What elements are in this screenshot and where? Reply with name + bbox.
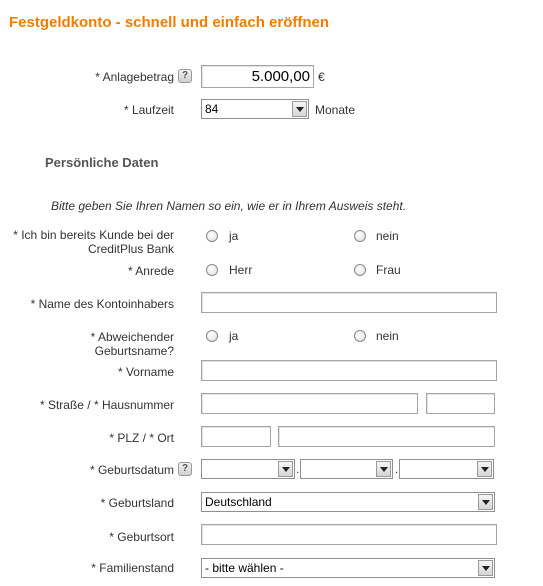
familienstand-value: - bitte wählen - <box>205 561 284 575</box>
geburtsland-value: Deutschland <box>205 495 272 509</box>
familienstand-label: * Familienstand <box>91 561 174 575</box>
chevron-down-icon[interactable] <box>478 560 493 576</box>
anlagebetrag-label: * Anlagebetrag <box>95 70 174 84</box>
bestandskunde-label: * Ich bin bereits Kunde bei der CreditPlus Bank <box>13 228 174 256</box>
anrede-herr-radio[interactable] <box>206 264 218 276</box>
plz-ort-label: * PLZ / * Ort <box>109 431 174 445</box>
geburtsland-label: * Geburtsland <box>100 496 174 510</box>
chevron-down-icon[interactable] <box>478 494 493 510</box>
geburtsdatum-day-select[interactable] <box>201 459 295 479</box>
geburtsort-input[interactable] <box>201 524 497 545</box>
hausnummer-input[interactable] <box>426 393 495 414</box>
geburtsdatum-label: * Geburtsdatum <box>89 463 174 477</box>
geburtsname-nein-radio[interactable] <box>354 330 366 342</box>
geburtsland-select[interactable] <box>201 492 495 512</box>
bestandskunde-ja-label: ja <box>229 229 239 243</box>
section-personal-data: Persönliche Daten <box>45 155 159 170</box>
currency-symbol: € <box>318 70 325 84</box>
help-icon[interactable]: ? <box>178 462 192 476</box>
bestandskunde-nein-radio[interactable] <box>354 230 366 242</box>
geburtsname-ja-label: ja <box>229 329 239 343</box>
kontoinhaber-input[interactable] <box>201 292 497 313</box>
bestandskunde-ja-radio[interactable] <box>206 230 218 242</box>
geburtsort-label: * Geburtsort <box>109 530 174 544</box>
geburtsdatum-month-select[interactable] <box>300 459 393 479</box>
laufzeit-label: * Laufzeit <box>123 103 174 117</box>
vorname-label: * Vorname <box>117 365 174 379</box>
kontoinhaber-label: * Name des Kontoinhabers <box>30 297 174 311</box>
strasse-label: * Straße / * Hausnummer <box>39 398 174 412</box>
vorname-input[interactable] <box>201 360 497 381</box>
plz-input[interactable] <box>201 426 271 447</box>
anrede-frau-radio[interactable] <box>354 264 366 276</box>
bestandskunde-nein-label: nein <box>376 229 399 243</box>
geburtsdatum-year-select[interactable] <box>399 459 494 479</box>
name-hint: Bitte geben Sie Ihren Namen so ein, wie er in Ihrem Ausweis steht. <box>51 199 407 213</box>
chevron-down-icon[interactable] <box>292 101 307 117</box>
laufzeit-value: 84 <box>205 102 219 116</box>
familienstand-select[interactable] <box>201 558 495 578</box>
page-title: Festgeldkonto - schnell und einfach eröffnen <box>9 14 330 31</box>
anlagebetrag-input[interactable]: 5.000,00 <box>201 65 314 88</box>
ort-input[interactable] <box>278 426 495 447</box>
geburtsname-label: * Abweichender Geburtsname? <box>90 330 174 358</box>
laufzeit-select[interactable] <box>201 99 309 119</box>
chevron-down-icon[interactable] <box>278 461 293 477</box>
anrede-label: * Anrede <box>127 264 174 278</box>
help-icon[interactable]: ? <box>178 69 192 83</box>
chevron-down-icon[interactable] <box>477 461 492 477</box>
laufzeit-unit: Monate <box>315 103 356 117</box>
anrede-herr-label: Herr <box>229 263 253 277</box>
date-separator: . <box>395 462 399 476</box>
chevron-down-icon[interactable] <box>376 461 391 477</box>
geburtsname-ja-radio[interactable] <box>206 330 218 342</box>
date-separator: . <box>296 462 300 476</box>
anrede-frau-label: Frau <box>376 263 401 277</box>
geburtsname-nein-label: nein <box>376 329 399 343</box>
strasse-input[interactable] <box>201 393 418 414</box>
